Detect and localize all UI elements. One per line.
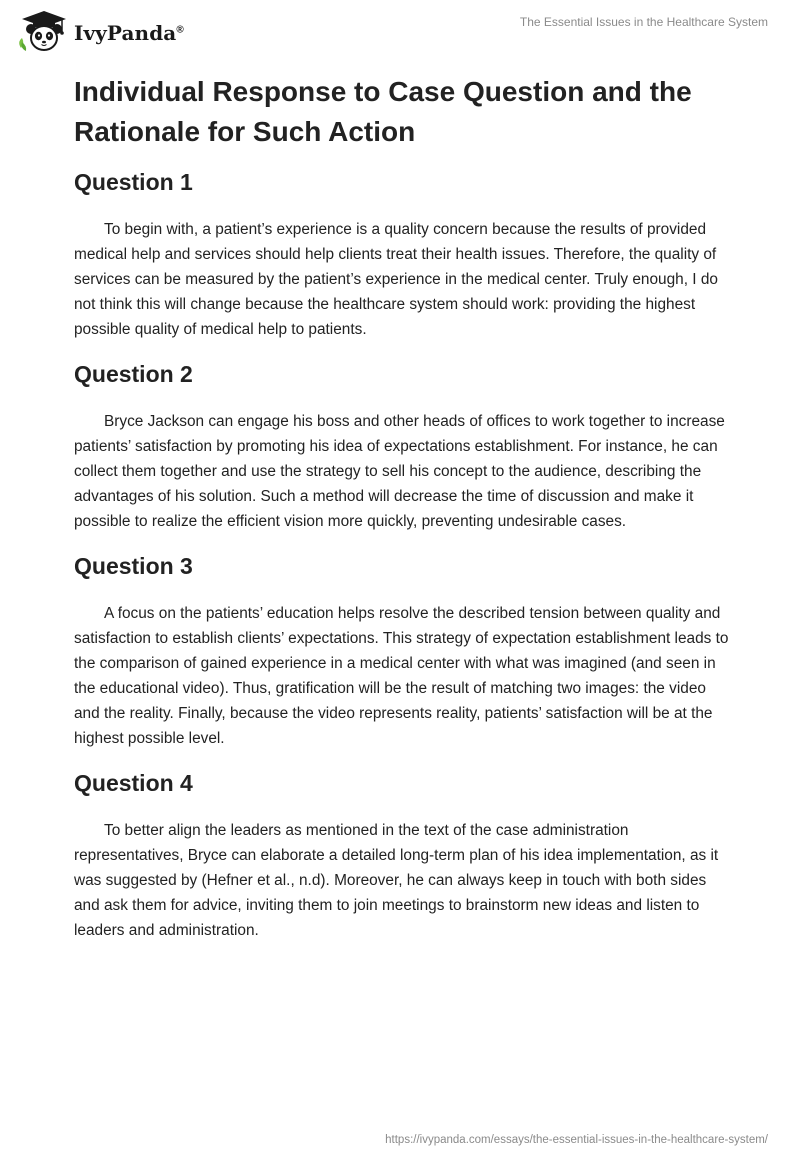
panda-graduate-icon: [14, 8, 70, 54]
section-paragraph-q1: To begin with, a patient’s experience is a quality concern because the results of provided medical help and services should help clients treat their health issues. Therefore, the quality of services can be measured by the patient’s experience in the medical center. Truly enough, I do not think this will change because the healthcare system should work: providing the highest possible quality of medical help to patients.: [74, 221, 718, 338]
section-heading-q3: Question 3: [74, 553, 193, 579]
section-heading-q2: Question 2: [74, 361, 193, 387]
article-body: [74, 72, 734, 943]
document-title: The Essential Issues in the Healthcare System: [519, 15, 768, 29]
section-paragraph-q3: A focus on the patients’ education helps resolve the described tension between quality and satisfaction to establish clients’ expectations. This strategy of expectation establishment leads to the comparison of gained experience in a medical center with what was imagined (and seen in the educational video). Thus, gratification will be the result of matching two images: the video and the reality. Finally, because the video represents reality, patients’ satisfaction will be at the highest possible level.: [74, 605, 729, 747]
page-header: [0, 0, 800, 60]
logo-wordmark: [74, 21, 184, 45]
section-paragraph-q2: Bryce Jackson can engage his boss and other heads of offices to work together to increase patients’ satisfaction by promoting his idea of expectations establishment. For instance, he can collect them together and use the strategy to sell his concept to the audience, describing the advantages of his solution. Such a method will decrease the time of discussion and make it possible to realize the efficient vision more quickly, preventing undesirable cases.: [74, 413, 725, 530]
logo-brand: IvyPanda: [74, 21, 177, 45]
ivypanda-logo[interactable]: [14, 8, 184, 54]
source-url-link[interactable]: https://ivypanda.com/essays/the-essential-issues-in-the-healthcare-system/: [385, 1134, 768, 1146]
section-heading-q4: Question 4: [74, 770, 193, 796]
section-heading-q1: Question 1: [74, 169, 193, 195]
registered-mark: ®: [176, 24, 184, 36]
article-title: Individual Response to Case Question and the Rationale for Such Action: [74, 76, 692, 147]
section-paragraph-q4: To better align the leaders as mentioned in the text of the case administration representatives, Bryce can elaborate a detailed long-term plan of his idea implementation, as it was suggested by (Hefner et al., n.d). Moreover, he can always keep in touch with both sides and ask them for advice, inviting them to join meetings to brainstorm new ideas and listen to leaders and administration.: [74, 822, 719, 939]
